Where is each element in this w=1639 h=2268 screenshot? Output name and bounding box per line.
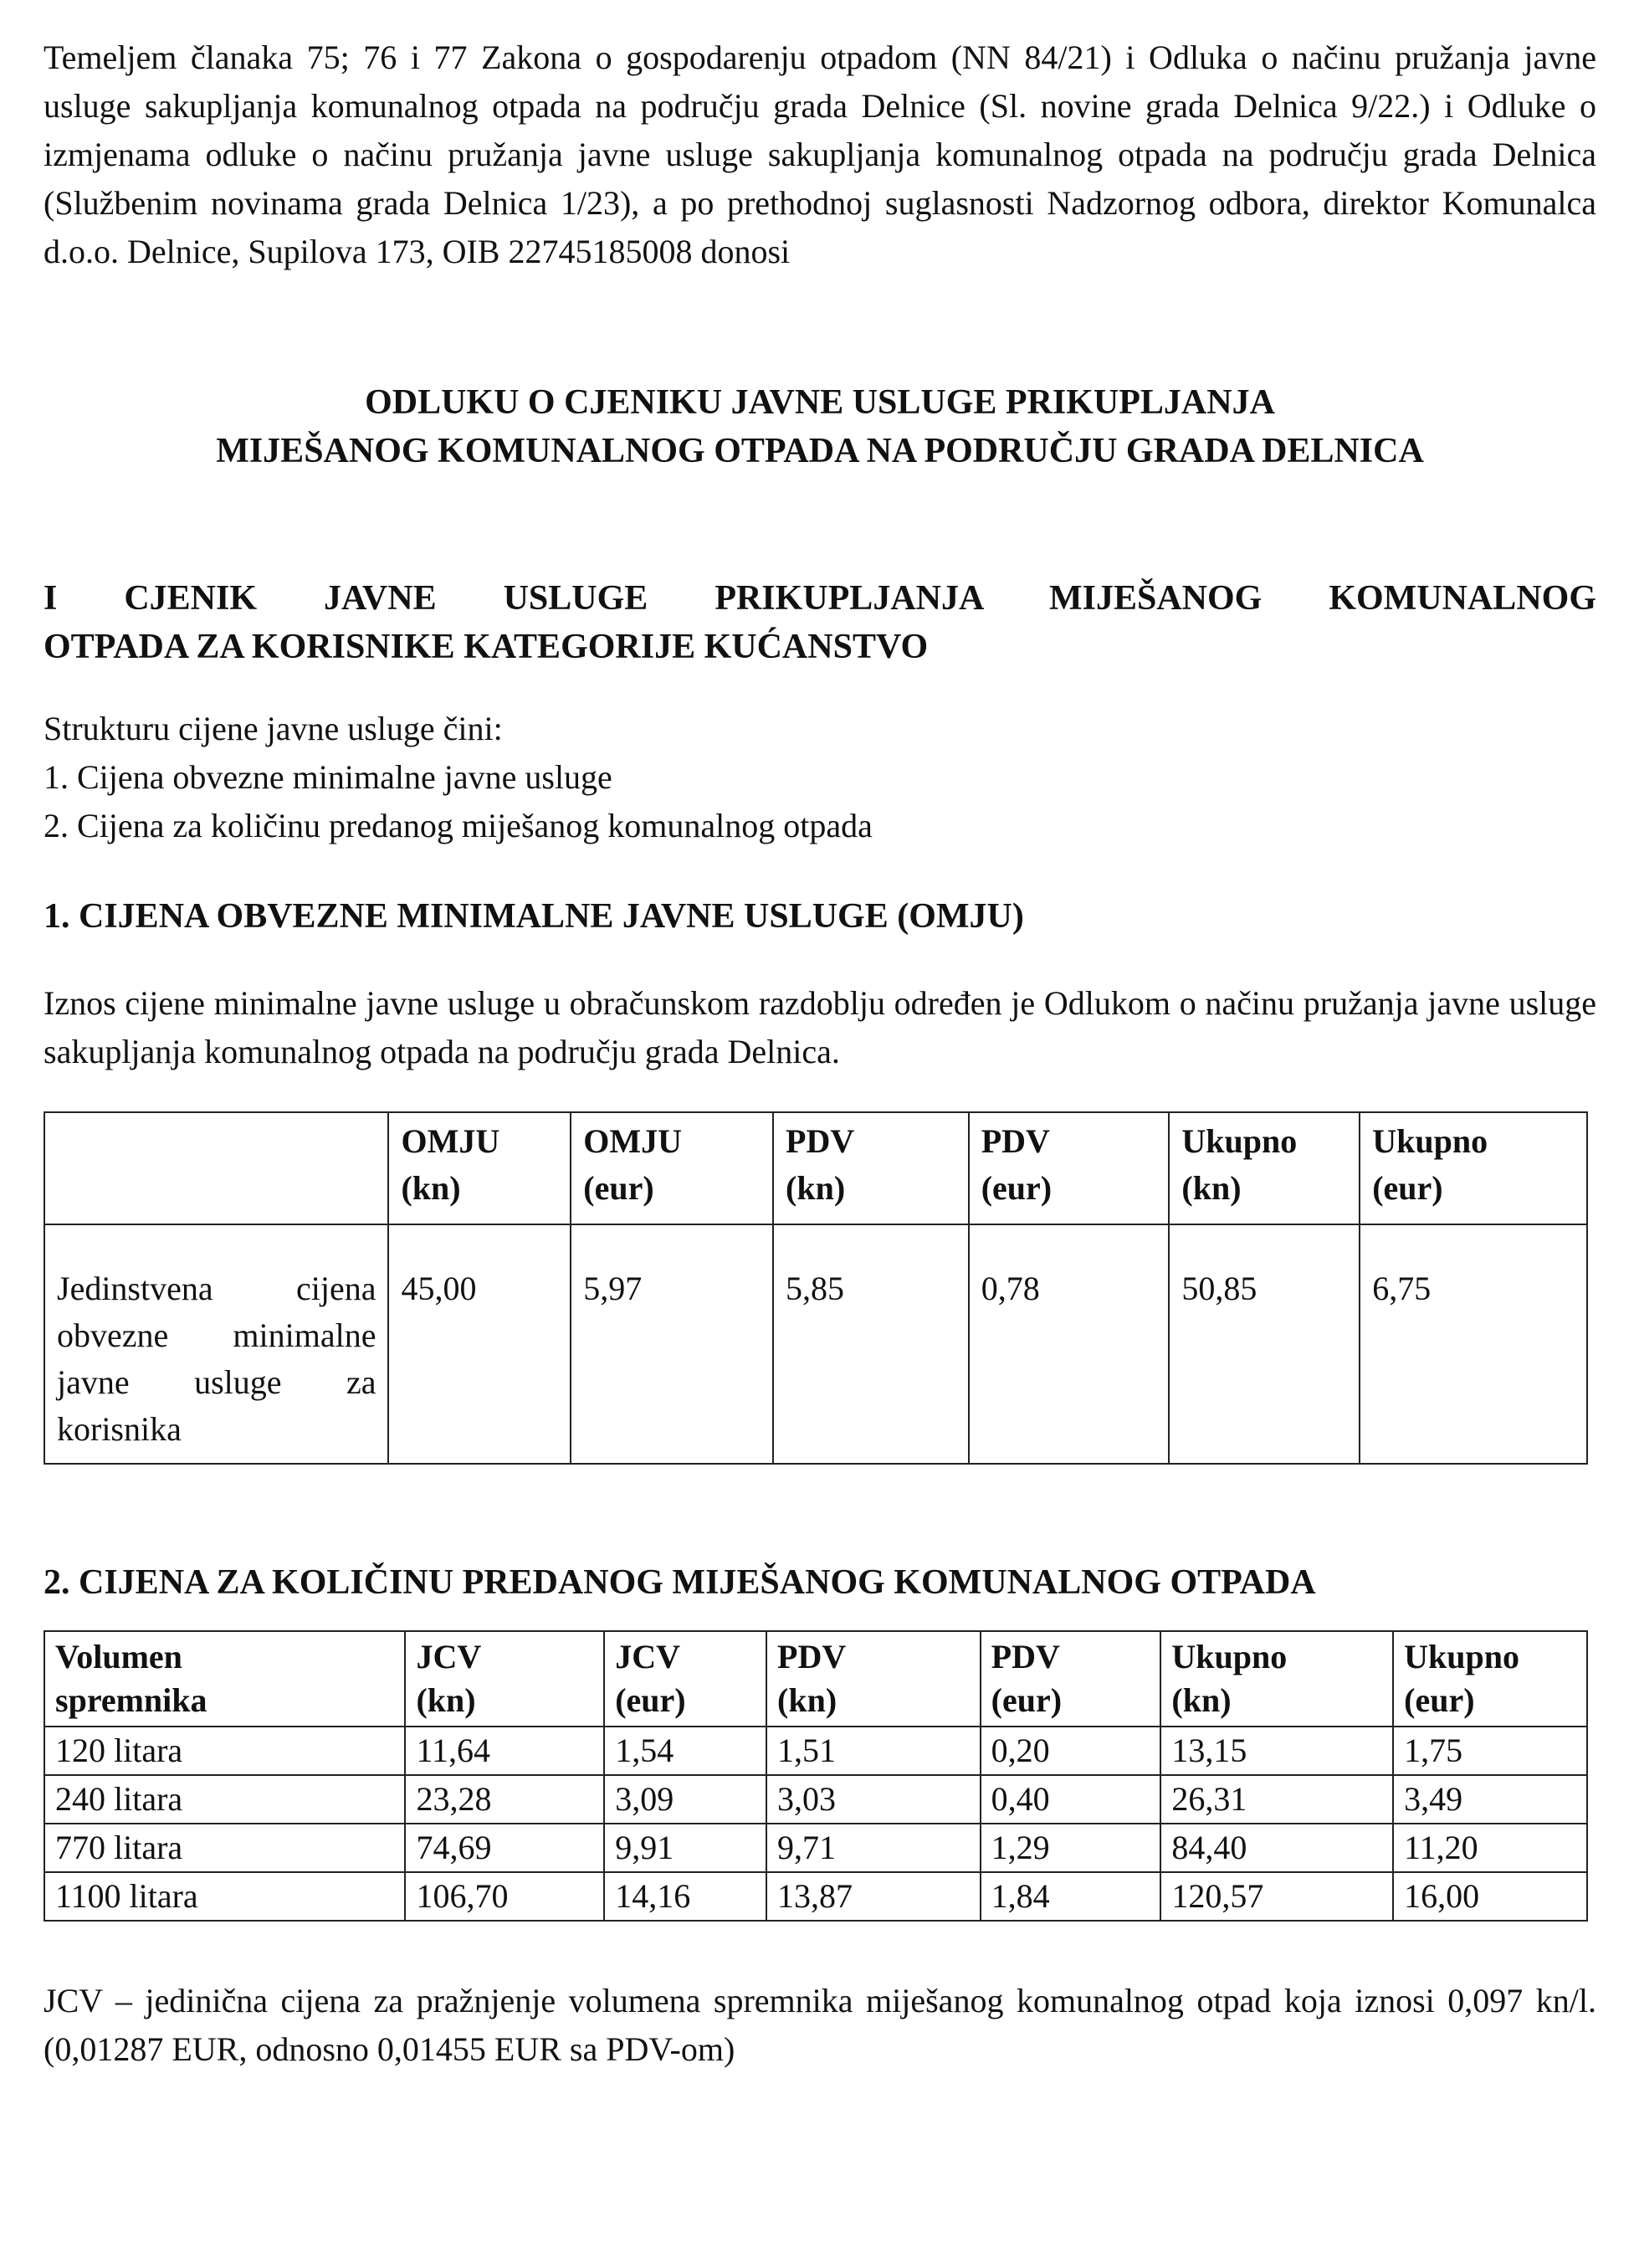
table-header-cell-empty (44, 1112, 388, 1224)
table-cell: 50,85 (1169, 1224, 1360, 1464)
table-cell: 0,20 (981, 1727, 1161, 1775)
table-cell: 13,15 (1160, 1727, 1393, 1775)
section-1-heading-line-2: OTPADA ZA KORISNIKE KATEGORIJE KUĆANSTVO (44, 628, 929, 666)
price-structure (44, 705, 1596, 850)
table-row (44, 1824, 1587, 1872)
table-cell: 45,00 (388, 1224, 571, 1464)
table-cell: 5,97 (571, 1224, 773, 1464)
table-header-cell: Volumen spremnika (44, 1631, 405, 1727)
table-cell: 3,09 (604, 1775, 766, 1824)
table-cell: 0,40 (981, 1775, 1161, 1824)
omju-price-table (44, 1111, 1588, 1465)
table-cell: 106,70 (405, 1872, 604, 1921)
table-cell: 9,91 (604, 1824, 766, 1872)
table-cell: 26,31 (1160, 1775, 1393, 1824)
table-row (44, 1775, 1587, 1824)
table-cell: 0,78 (969, 1224, 1170, 1464)
table-cell: 11,20 (1393, 1824, 1587, 1872)
table-header-cell: Ukupno (eur) (1360, 1112, 1587, 1224)
table-row (44, 1872, 1587, 1921)
table-cell: 9,71 (766, 1824, 981, 1872)
price-structure-item-2: 2. Cijena za količinu predanog miješanog komunalnog otpada (44, 807, 873, 844)
table-cell: 13,87 (766, 1872, 981, 1921)
table-header-cell: OMJU (kn) (388, 1112, 571, 1224)
table-row (44, 1727, 1587, 1775)
document-page (44, 33, 1596, 2074)
omju-heading: 1. CIJENA OBVEZNE MINIMALNE JAVNE USLUGE (OMJU) (44, 897, 1024, 936)
table-header-cell: PDV (eur) (981, 1631, 1161, 1727)
table-cell: 120,57 (1160, 1872, 1393, 1921)
section-1-heading-line-1: I CJENIK JAVNE USLUGE PRIKUPLJANJA MIJEŠANOG KOMUNALNOG (44, 579, 1596, 618)
table-cell: 1,51 (766, 1727, 981, 1775)
section-1-heading (44, 574, 1596, 671)
table-cell: 14,16 (604, 1872, 766, 1921)
table-header-cell: Ukupno (kn) (1160, 1631, 1393, 1727)
jcv-footnote: JCV – jedinična cijena za pražnjenje volumena spremnika miješanog komunalnog otpad koja iznosi 0,097 kn/l.(0,01287 EUR, odnosno 0,01455 EUR sa PDV-om) (44, 1982, 1596, 2068)
table-cell: 1,75 (1393, 1727, 1587, 1775)
document-title-line-2: MIJEŠANOG KOMUNALNOG OTPADA NA PODRUČJU GRADA DELNICA (216, 432, 1424, 470)
table-cell: 240 litara (44, 1775, 405, 1824)
table-cell: 3,03 (766, 1775, 981, 1824)
omju-paragraph: Iznos cijene minimalne javne usluge u obračunskom razdoblju određen je Odlukom o načinu pružanja javne usluge sakupljanja komunalnog otpada na području grada Delnica. (44, 984, 1596, 1070)
table-header-cell: JCV (eur) (604, 1631, 766, 1727)
table-cell: 770 litara (44, 1824, 405, 1872)
table-header-cell: Ukupno (eur) (1393, 1631, 1587, 1727)
table-cell: 1100 litara (44, 1872, 405, 1921)
price-structure-intro: Strukturu cijene javne usluge čini: (44, 710, 503, 747)
table-cell: 23,28 (405, 1775, 604, 1824)
table-cell: 16,00 (1393, 1872, 1587, 1921)
intro-paragraph: Temeljem članaka 75; 76 i 77 Zakona o gospodarenju otpadom (NN 84/21) i Odluka o načinu pružanja javne usluge sakupljanja komunalnog otpada na području grada Delnice (Sl. novine grada Delnica 9/22.) i Odluke o izmjenama odluke o načinu pružanja javne usluge sakupljanja komunalnog otpada na području grada Delnica (Službenim novinama grada Delnica 1/23), a po prethodnoj suglasnosti Nadzornog odbora, direktor Komunalca d.o.o. Delnice, Supilova 173, OIB 22745185008 donosi (44, 38, 1596, 270)
table-header-row (44, 1631, 1587, 1727)
table-header-row (44, 1112, 1587, 1224)
table-cell: 1,54 (604, 1727, 766, 1775)
table-row (44, 1224, 1587, 1464)
table-header-cell: Ukupno (kn) (1169, 1112, 1360, 1224)
jcv-heading: 2. CIJENA ZA KOLIČINU PREDANOG MIJEŠANOG KOMUNALNOG OTPADA (44, 1563, 1316, 1602)
table-cell: 1,29 (981, 1824, 1161, 1872)
table-cell: 5,85 (773, 1224, 969, 1464)
table-header-cell: PDV (kn) (773, 1112, 969, 1224)
price-structure-item-1: 1. Cijena obvezne minimalne javne usluge (44, 758, 612, 796)
table-cell: 84,40 (1160, 1824, 1393, 1872)
table-row-label: Jedinstvena cijena obvezne minimalne javne usluge za korisnika (44, 1224, 388, 1464)
jcv-price-table (44, 1630, 1588, 1922)
table-cell: 74,69 (405, 1824, 604, 1872)
table-header-cell: JCV (kn) (405, 1631, 604, 1727)
table-header-cell: OMJU (eur) (571, 1112, 773, 1224)
table-header-cell: PDV (eur) (969, 1112, 1170, 1224)
table-cell: 6,75 (1360, 1224, 1587, 1464)
table-cell: 3,49 (1393, 1775, 1587, 1824)
table-cell: 1,84 (981, 1872, 1161, 1921)
document-title-line-1: ODLUKU O CJENIKU JAVNE USLUGE PRIKUPLJANJA (365, 383, 1275, 422)
document-title (44, 378, 1596, 475)
table-cell: 120 litara (44, 1727, 405, 1775)
table-cell: 11,64 (405, 1727, 604, 1775)
table-header-cell: PDV (kn) (766, 1631, 981, 1727)
